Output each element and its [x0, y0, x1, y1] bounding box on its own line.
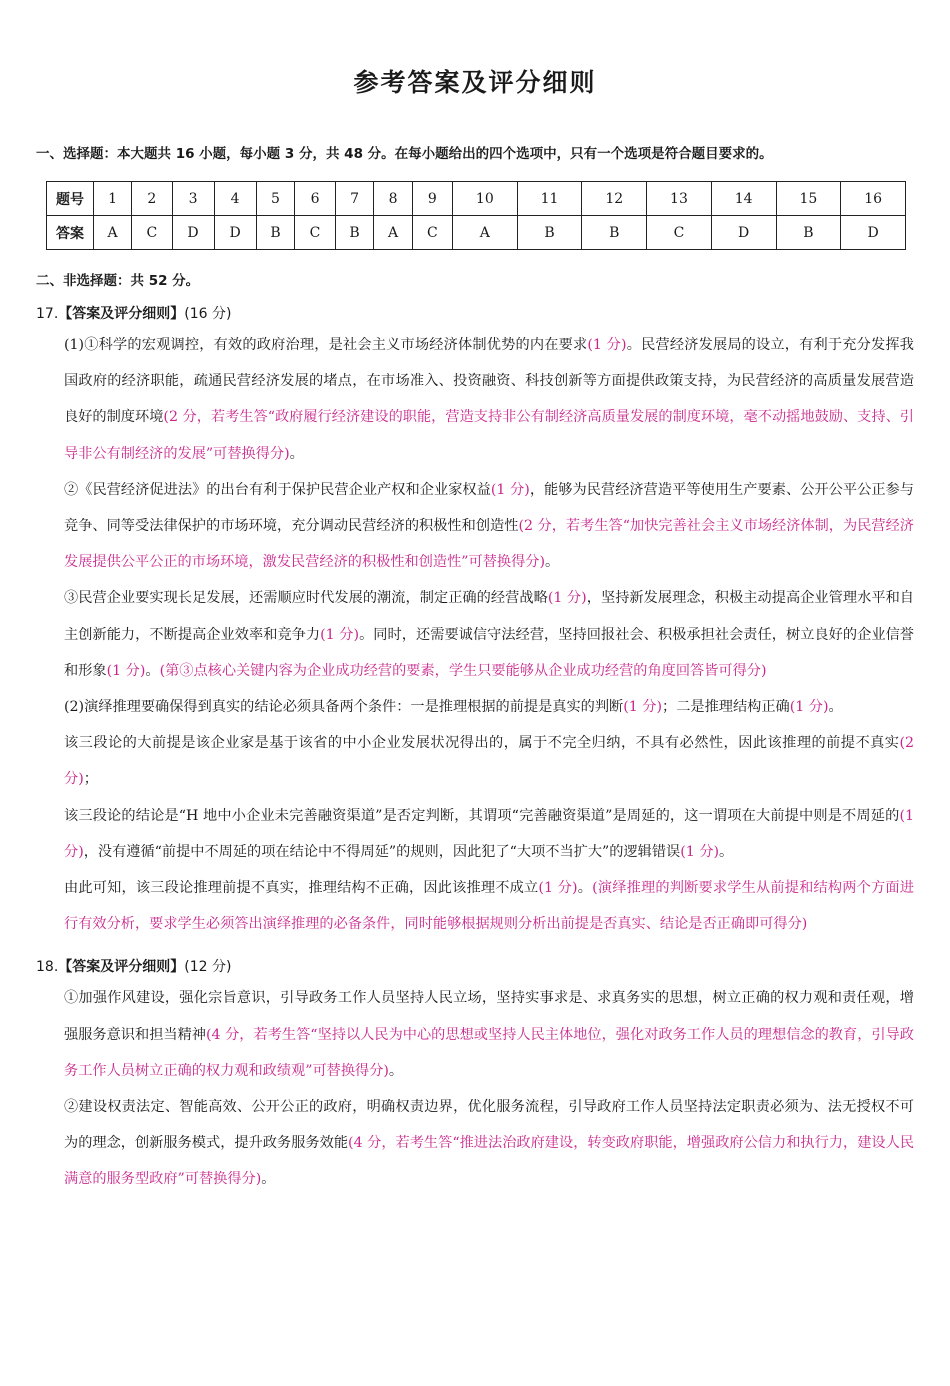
question-number-cell: 1: [94, 182, 132, 216]
question-number-cell: 16: [841, 182, 906, 216]
q17-p7-score: (1 分): [538, 880, 578, 897]
answer-row: [47, 216, 906, 250]
q18-paragraph-2: [36, 1089, 914, 1198]
answer-cell: B: [582, 216, 647, 250]
q17-header: [36, 303, 914, 323]
answer-cell: D: [214, 216, 256, 250]
question-number-cell: 3: [172, 182, 214, 216]
q17-p5-text: 该三段论的大前提是该企业家是基于该省的中小企业发展状况得出的，属于不完全归纳，不具有必然性，因此该推理的前提不真实: [64, 735, 900, 752]
q17-p2-score: (1 分): [490, 481, 530, 498]
q17-p4-text: (2)演绎推理要确保得到真实的结论必须具备两个条件：一是推理根据的前提是真实的判断: [64, 699, 624, 716]
q17-paragraph-7: [36, 870, 914, 942]
q18-header: [36, 956, 914, 976]
question-number-cell: 10: [452, 182, 517, 216]
q17-paragraph-3: [36, 580, 914, 689]
question-number-cell: 15: [776, 182, 841, 216]
answer-cell: D: [172, 216, 214, 250]
q17-p3-text: ③民营企业要实现长足发展，还需顺应时代发展的潮流，制定正确的经营战略: [64, 590, 548, 607]
answer-cell: B: [256, 216, 295, 250]
question-number-cell: 8: [374, 182, 412, 216]
page-title: 参考答案及评分细则: [353, 68, 597, 97]
row-label-number: 题号: [47, 182, 94, 216]
q17-p1-text2: 。民营经济发展局的设立，有利于充分发挥我国政府的经济职能，疏通民营经济发展的堵点，在市场准入、投资融资、科技创新等方面提供政策支持，为民营经济的高质量发展营造良好的制度环境: [64, 337, 914, 426]
answer-table: [46, 181, 906, 250]
q18-p1-text: ①加强作风建设，强化宗旨意识，引导政务工作人员坚持人民立场，坚持实事求是、求真务实的思想，树立正确的权力观和责任观，增强服务意识和担当精神: [64, 990, 914, 1043]
q17-p5-score: (2 分): [64, 735, 914, 788]
q17-p2-text2: ，能够为民营经济营造平等使用生产要素、公开公平公正参与竞争、同等受法律保护的市场环境，充分调动民营经济的积极性和创造性: [64, 481, 914, 535]
answer-cell: A: [452, 216, 517, 250]
answer-cell: D: [711, 216, 776, 250]
answer-cell: B: [517, 216, 582, 250]
answer-cell: C: [295, 216, 335, 250]
q17-p7-note: (演绎推理的判断要求学生从前提和结构两个方面进行有效分析，要求学生必须答出演绎推理的必备条件，同时能够根据规则分析出前提是否真实、结论是否正确即可得分): [64, 880, 914, 933]
q17-p2-note: (2 分，若考生答“加快完善社会主义市场经济体制，为民营经济发展提供公平公正的市场环境，激发民营经济的积极性和创造性”可替换得分): [64, 518, 914, 571]
section2-heading: 二、非选择题：共 52 分。: [36, 273, 200, 289]
q17-paragraph-2: [36, 472, 914, 581]
q17-paragraph-6: [36, 798, 914, 870]
q17-number: 17.: [36, 306, 59, 322]
q17-p3-text3: 。同时，还需要诚信守法经营，坚持回报社会、积极承担社会责任，树立良好的企业信誉和形象: [64, 626, 914, 679]
q17-p1-end: 。: [289, 445, 304, 462]
row-label-answer: 答案: [47, 216, 94, 250]
q17-p3-score-3: (1 分): [106, 662, 146, 679]
question-number-cell: 12: [582, 182, 647, 216]
q17-p4-score-2: (1 分): [789, 699, 829, 716]
q17-p5-end: ；: [83, 771, 98, 788]
answer-cell: D: [841, 216, 906, 250]
q17-p1-note: (2 分，若考生答“政府履行经济建设的职能，营造支持非公有制经济高质量发展的制度环境，毫不动摇地鼓励、支持、引导非公有制经济的发展”可替换得分): [64, 409, 914, 462]
q17-p3-score-2: (1 分): [320, 626, 360, 643]
q18-label: 【答案及评分细则】: [58, 959, 185, 976]
question-number-cell: 6: [295, 182, 335, 216]
question-number-cell: 9: [412, 182, 452, 216]
q17-p3-text4: 。: [145, 662, 160, 679]
answer-cell: A: [374, 216, 412, 250]
q18-number: 18.: [36, 959, 59, 976]
q17-p4-score-1: (1 分): [623, 699, 663, 716]
q18-p2-end: 。: [261, 1171, 276, 1188]
q17-p4-end: 。: [828, 699, 843, 716]
q17-p2-text: ②《民营经济促进法》的出台有利于保护民营企业产权和企业家权益: [64, 481, 491, 498]
question-number-cell: 2: [132, 182, 172, 216]
q18-p2-note: (4 分，若考生答“推进法治政府建设，转变政府职能，增强政府公信力和执行力，建设人民满意的服务型政府”可替换得分): [64, 1135, 915, 1188]
q18-p1-note: (4 分，若考生答“坚持以人民为中心的思想或坚持人民主体地位，强化对政务工作人员的理想信念的教育，引导政务工作人员树立正确的权力观和政绩观”可替换得分): [64, 1026, 914, 1079]
q17-p3-text2: ，坚持新发展理念，积极主动提高企业管理水平和自主创新能力，不断提高企业效率和竞争力: [64, 590, 914, 643]
q17-p3-note: (第③点核心关键内容为企业成功经营的要素，学生只要能够从企业成功经营的角度回答皆可得分): [159, 662, 767, 679]
q18-p2-text: ②建设权责法定、智能高效、公开公正的政府，明确权责边界，优化服务流程，引导政府工作人员坚持法定职责必须为、法无授权不可为的理念，创新服务模式，提升政务服务效能: [64, 1099, 914, 1152]
answer-cell: C: [412, 216, 452, 250]
answer-cell: B: [776, 216, 841, 250]
q17-paragraph-5: [36, 725, 914, 797]
q17-p6-score-1: (1 分): [64, 807, 914, 860]
question-number-cell: 5: [256, 182, 295, 216]
q17-label: 【答案及评分细则】: [58, 306, 185, 322]
q17-p6-end: 。: [719, 843, 734, 860]
question-number-cell: 14: [711, 182, 776, 216]
answer-cell: B: [335, 216, 374, 250]
answer-cell: A: [94, 216, 132, 250]
q17-p4-text2: ；二是推理结构正确: [662, 699, 790, 716]
q17-p1-score: (1 分): [587, 337, 627, 353]
q18-paragraph-1: [36, 980, 914, 1089]
q17-p3-score-1: (1 分): [547, 590, 587, 607]
question-number-cell: 4: [214, 182, 256, 216]
q17-p1-text: (1)①科学的宏观调控，有效的政府治理，是社会主义市场经济体制优势的内在要求: [64, 337, 588, 353]
q17-score: (16 分): [184, 306, 232, 322]
question-number-row: [47, 182, 906, 216]
question-number-cell: 11: [517, 182, 582, 216]
answer-cell: C: [647, 216, 712, 250]
q18-p1-end: 。: [388, 1062, 404, 1079]
question-number-cell: 7: [335, 182, 374, 216]
q17-p7-text: 由此可知，该三段论推理前提不真实，推理结构不正确，因此该推理不成立: [64, 880, 539, 897]
section1-heading: 一、选择题：本大题共 16 小题，每小题 3 分，共 48 分。在每小题给出的四个选项中，只有一个选项是符合题目要求的。: [36, 146, 773, 162]
question-number-cell: 13: [647, 182, 712, 216]
q17-paragraph-4: [36, 689, 914, 725]
q17-p2-end: 。: [544, 554, 560, 571]
q17-p6-score-2: (1 分): [680, 843, 720, 860]
q17-body: [36, 327, 914, 942]
q18-body: [36, 980, 914, 1197]
q17-p7-text2: 。: [577, 880, 593, 897]
q18-score: (12 分): [184, 959, 232, 976]
q17-paragraph-1: [36, 327, 914, 472]
q17-p6-text: 该三段论的结论是“H 地中小企业未完善融资渠道”是否定判断，其谓项“完善融资渠道”是周延的，这一谓项在大前提中则是不周延的: [64, 807, 900, 824]
answer-cell: C: [132, 216, 172, 250]
q17-p6-text2: ，没有遵循“前提中不周延的项在结论中不得周延”的规则，因此犯了“大项不当扩大”的逻辑错误: [83, 843, 681, 860]
